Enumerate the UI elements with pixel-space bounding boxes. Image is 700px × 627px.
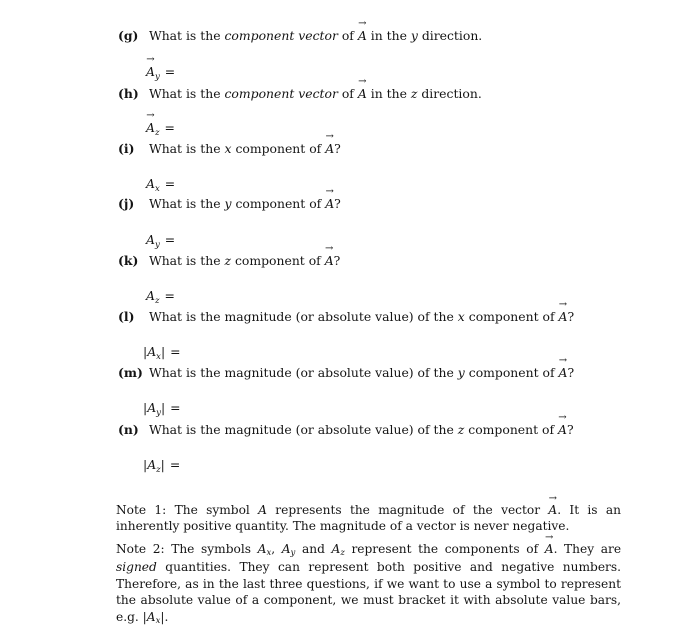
vector-symbol: → A xyxy=(325,141,334,156)
answer-h: → $A_z$ = xyxy=(146,120,175,135)
note-1: Note 1: The symbol A represents the magnitude of the vector → A. It is an inherently positive quantity. The magnitude of a vector is never negative. xyxy=(116,502,621,535)
question-label: (m) xyxy=(118,365,143,380)
question-label: (l) xyxy=(118,309,135,324)
emphasis-text: signed xyxy=(116,560,157,575)
vector-symbol: → A xyxy=(358,86,367,101)
axis-variable: y xyxy=(410,28,418,43)
question-j: (j) What is the y component of → A? xyxy=(118,196,341,211)
question-label: (i) xyxy=(118,141,135,156)
axis-variable: x xyxy=(457,309,465,324)
question-h: (h) What is the component vector of → A in the z direction. xyxy=(118,86,482,101)
axis-variable: x xyxy=(224,141,232,156)
answer-k: $A_z$ = xyxy=(146,288,175,306)
answer-n: $|A_z|$ = xyxy=(143,457,181,475)
question-label: (g) xyxy=(118,28,139,43)
answer-l: $|A_x|$ = xyxy=(143,344,181,362)
vector-symbol: → A xyxy=(545,541,554,557)
axis-variable: z xyxy=(457,422,465,437)
answer-g: → $A_y$ = xyxy=(146,64,175,79)
note-2: Note 2: The symbols Ax, Ay and Az represent the components of → A. They are signed quantities. They can represent both positive and negative numbers. Therefore, as in the last three questions, if we want to use a symbol to represent the absolute value of a component, we must bracket it with absolute value bars, e.g. |Ax|. xyxy=(116,541,621,627)
vector-symbol: → A xyxy=(325,253,334,268)
emphasis-text: component vector xyxy=(224,28,338,43)
question-label: (h) xyxy=(118,86,139,101)
vector-symbol: → A xyxy=(548,502,557,518)
question-g: (g) What is the component vector of → A in the y direction. xyxy=(118,28,482,43)
axis-variable: y xyxy=(457,365,465,380)
axis-variable: y xyxy=(224,196,232,211)
question-label: (k) xyxy=(118,253,139,268)
question-i: (i) What is the x component of → A? xyxy=(118,141,341,156)
question-label: (j) xyxy=(118,196,135,211)
question-k: (k) What is the z component of → A? xyxy=(118,253,340,268)
emphasis-text: component vector xyxy=(224,86,338,101)
vector-symbol: → A xyxy=(358,28,367,43)
vector-symbol: → A xyxy=(559,309,568,324)
question-n: (n) What is the magnitude (or absolute value) of the z component of → A? xyxy=(118,422,574,437)
answer-i: $A_x$ = xyxy=(146,176,176,194)
question-l: (l) What is the magnitude (or absolute value) of the x component of → A? xyxy=(118,309,574,324)
answer-m: $|A_y|$ = xyxy=(143,400,181,418)
answer-j: $A_y$ = xyxy=(146,232,176,250)
axis-variable: z xyxy=(410,86,418,101)
question-m: (m) What is the magnitude (or absolute value) of the y component of → A? xyxy=(118,365,574,380)
vector-symbol: → A xyxy=(325,196,334,211)
axis-variable: z xyxy=(224,253,232,268)
vector-symbol: → A xyxy=(559,365,568,380)
vector-symbol: → A xyxy=(558,422,567,437)
question-label: (n) xyxy=(118,422,139,437)
